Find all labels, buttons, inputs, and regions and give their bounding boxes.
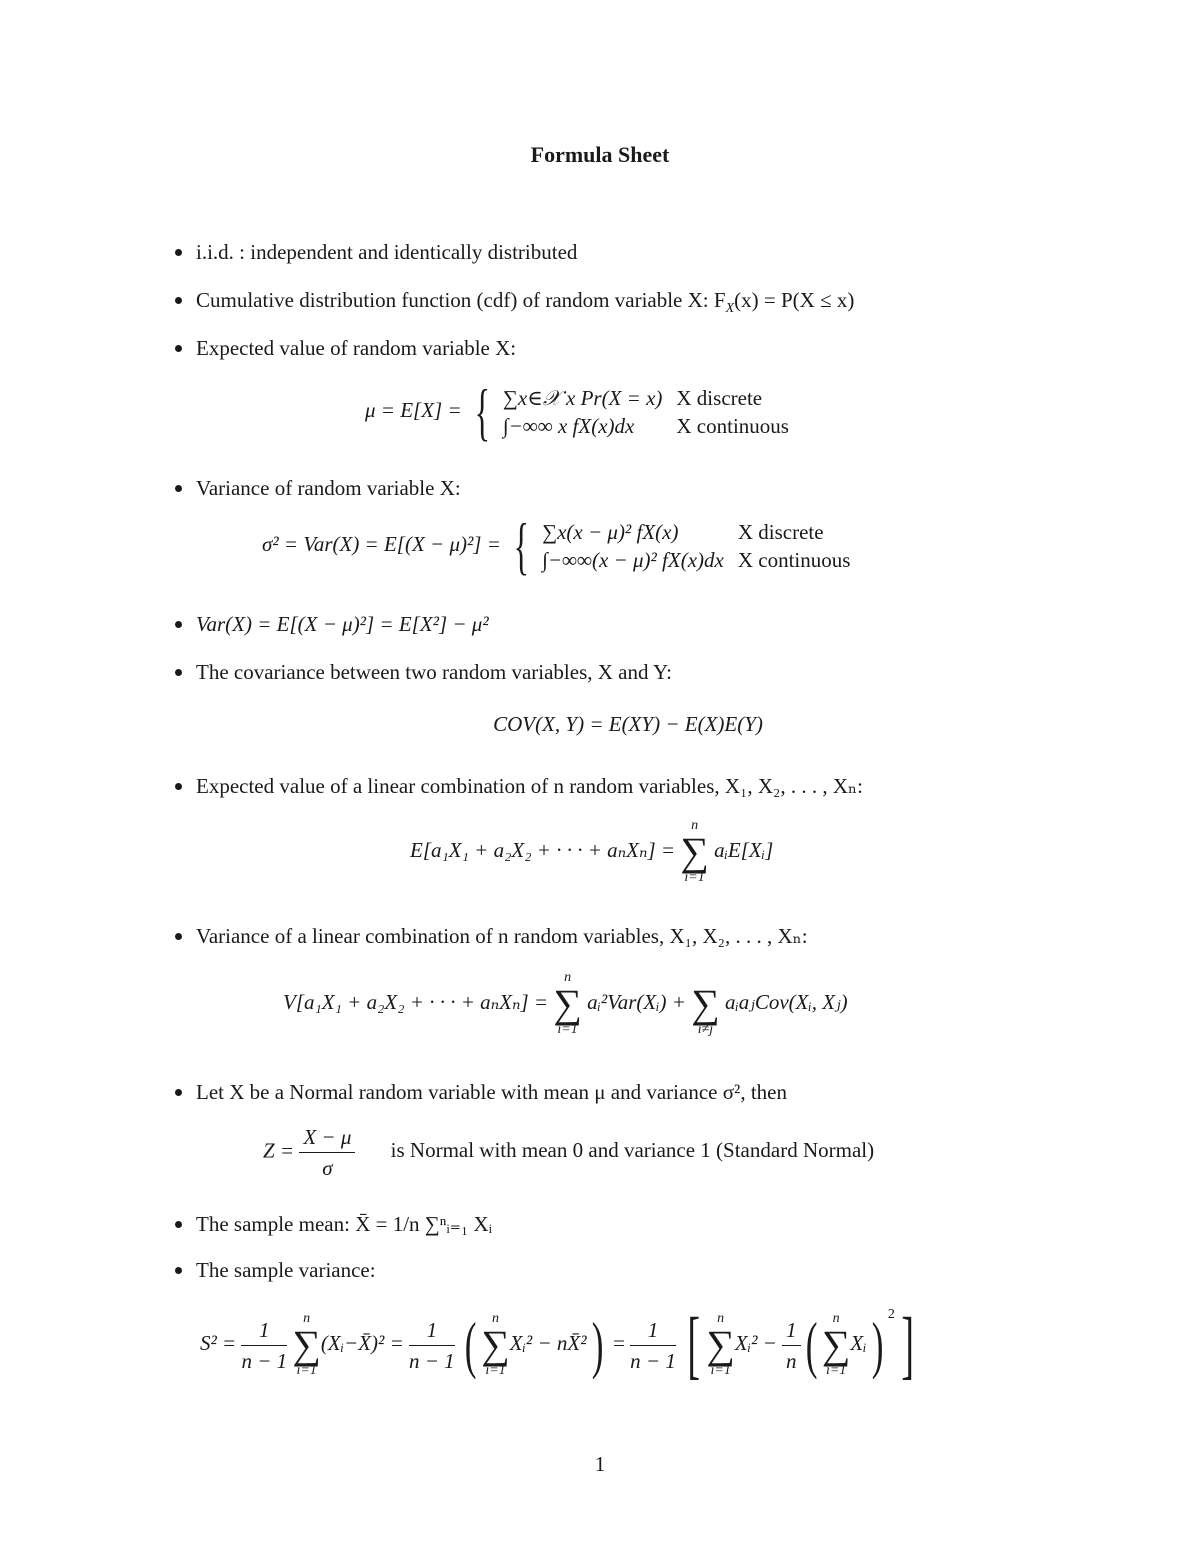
summation: n ∑ i=1 xyxy=(481,1311,510,1378)
list-item-normal: Let X be a Normal random variable with mean μ and variance σ², then xyxy=(175,1080,787,1105)
fraction: $\frac{1}{n - 1}$ xyxy=(409,1315,455,1376)
list-item-covariance: The covariance between two random variables, X and Y: xyxy=(175,660,672,685)
summation: ∑ i≠j xyxy=(691,981,720,1037)
list-item-iid: i.i.d. : independent and identically distributed xyxy=(175,240,577,265)
page-title: Formula Sheet xyxy=(530,142,670,167)
summation: n ∑ i=1 xyxy=(706,1311,735,1378)
expected-value-equation: μ = E[X] = { ∑x∈𝒳 x Pr(X = x) X discrete ∫−∞∞ x fX(x)dx X continuous xyxy=(365,376,789,447)
page-number: 1 xyxy=(594,1452,606,1476)
bullet-icon xyxy=(175,783,182,790)
fraction: $\frac{1}{n - 1}$ xyxy=(241,1315,287,1376)
bullet-icon xyxy=(175,669,182,676)
bullet-icon xyxy=(175,1089,182,1096)
list-item-cdf: Cumulative distribution function (cdf) of random variable X: $F_X(x) = P(X \le x)$ xyxy=(175,288,854,317)
fraction: $\frac{X - \mu}{\sigma}$ xyxy=(299,1122,355,1183)
covariance-equation: COV(X, Y) = E(XY) − E(X)E(Y) xyxy=(493,712,763,736)
bullet-icon xyxy=(175,297,182,304)
list-item-var-identity: Var(X) = E[(X − μ)²] = E[X²] − μ² xyxy=(175,612,489,637)
summation: n ∑ i=1 xyxy=(680,818,709,885)
summation: n ∑ i=1 xyxy=(292,1311,321,1378)
list-item-expected-value: Expected value of random variable X: xyxy=(175,336,516,361)
bullet-icon xyxy=(175,485,182,492)
bullet-icon xyxy=(175,1267,182,1274)
list-item-variance: Variance of random variable X: xyxy=(175,476,461,501)
summation: n ∑ i=1 xyxy=(553,970,582,1037)
sample-variance-equation: S² = $\frac{1}{n - 1}$ n ∑ i=1 (Xᵢ−X̄)² = $\frac{1}{n - 1}$ ( n ∑ i=1 Xᵢ² − nX̄²) = $\frac{1}{n - 1}$ [ n ∑ i=1 Xᵢ² − $\frac{1}{n}$ ( n ∑ i=1 Xᵢ) $^2$] xyxy=(200,1303,914,1387)
bullet-icon xyxy=(175,249,182,256)
fraction: $\frac{1}{n - 1}$ xyxy=(630,1315,676,1376)
variance-equation: σ² = Var(X) = E[(X − μ)²] = { ∑x(x − μ)² fX(x) X discrete ∫−∞∞(x − μ)² fX(x)dx X continuous xyxy=(262,510,851,581)
left-brace: { xyxy=(513,510,530,581)
bullet-icon xyxy=(175,621,182,628)
standard-normal-equation: Z = $\frac{X - \mu}{\sigma}$ is Normal with mean 0 and variance 1 (Standard Normal) xyxy=(263,1122,874,1183)
left-brace: { xyxy=(474,376,490,447)
bullet-icon xyxy=(175,933,182,940)
bullet-icon xyxy=(175,345,182,352)
linear-variance-equation: V[a₁X₁ + a₂X₂ + · · · + aₙXₙ] = n ∑ i=1 aᵢ²Var(Xᵢ) + ∑ i≠j aᵢaⱼCov(Xᵢ, Xⱼ) xyxy=(283,970,848,1037)
list-item-linear-variance: Variance of a linear combination of n random variables, X₁, X₂, . . . , Xₙ: xyxy=(175,924,808,949)
fraction: $\frac{1}{n}$ xyxy=(782,1315,801,1376)
list-item-linear-expected: Expected value of a linear combination of n random variables, X₁, X₂, . . . , Xₙ: xyxy=(175,774,863,799)
summation: n ∑ i=1 xyxy=(821,1311,851,1378)
list-item-sample-mean: The sample mean: X̄ = 1/n ∑ⁿᵢ₌₁ Xᵢ xyxy=(175,1212,492,1237)
linear-expected-equation: E[a₁X₁ + a₂X₂ + · · · + aₙXₙ] = n ∑ i=1 aᵢE[Xᵢ] xyxy=(410,818,774,885)
list-item-sample-variance: The sample variance: xyxy=(175,1258,376,1283)
bullet-icon xyxy=(175,1221,182,1228)
